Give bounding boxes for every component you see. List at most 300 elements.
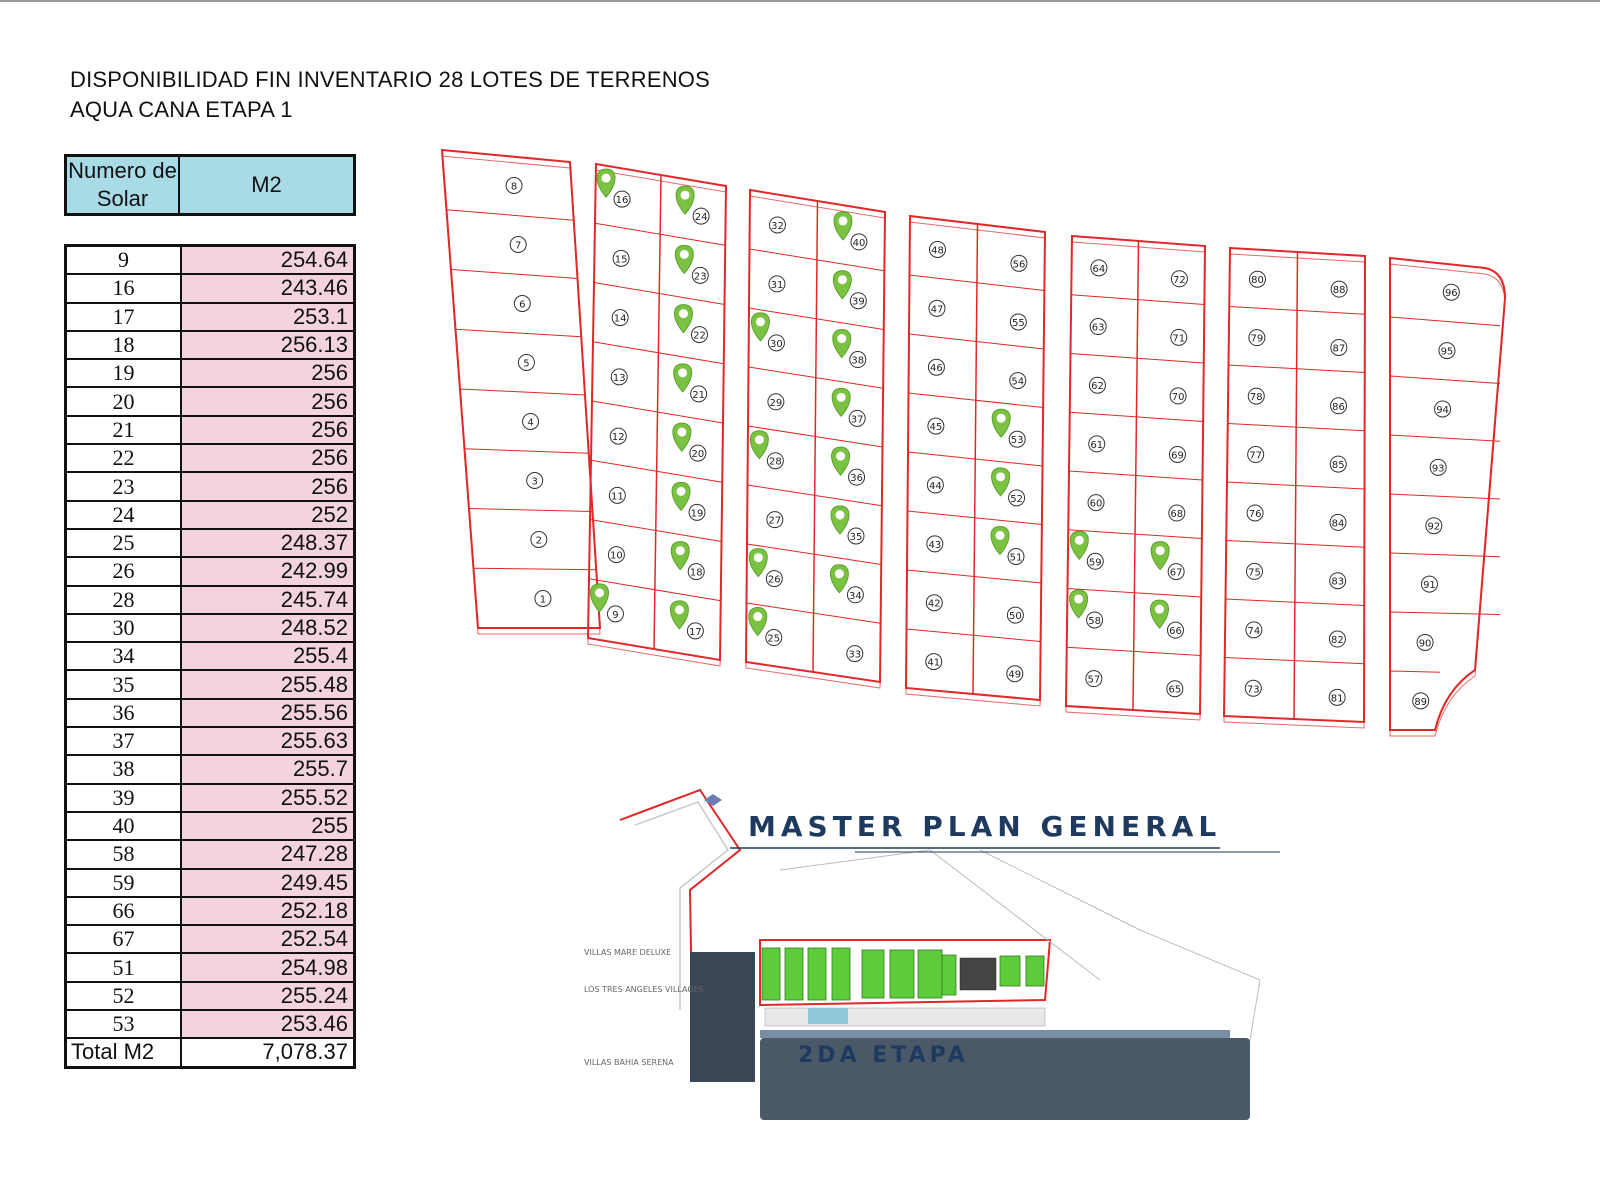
lot-number: 12: [611, 432, 625, 444]
lot-m2-cell: 256: [181, 472, 355, 500]
lot-label: [1010, 314, 1026, 330]
lot-block: [906, 216, 1045, 706]
lot-label: [674, 364, 707, 402]
total-label: Total M2: [66, 1038, 182, 1067]
pin-dot: [837, 393, 846, 402]
lot-label: [510, 237, 526, 253]
lot-label: [1331, 281, 1347, 297]
lot-number: 24: [694, 212, 708, 224]
lot-label: [1070, 531, 1103, 569]
lot-number: 56: [1012, 259, 1026, 271]
pin-shape: [831, 506, 849, 534]
lot-label: [833, 271, 866, 309]
lot-label: [769, 276, 785, 292]
lot-number-cell: 9: [66, 246, 182, 275]
lot-label: [992, 468, 1025, 506]
lot-label: [1330, 514, 1346, 530]
lot-number: 86: [1332, 401, 1345, 413]
total-row: [66, 1038, 355, 1067]
lot-number: 91: [1423, 580, 1436, 592]
lot-number: 34: [849, 590, 862, 602]
lot-divider: [456, 329, 582, 337]
lot-label: [831, 506, 864, 544]
pin-shape: [750, 431, 768, 459]
pin-shape: [674, 305, 692, 333]
lot-number: 17: [689, 626, 702, 638]
lot-label: [1430, 459, 1446, 475]
available-lot-area: [1000, 956, 1020, 986]
lot-m2-cell: 256.13: [181, 331, 355, 359]
lot-number-cell: 19: [66, 359, 182, 387]
lot-label: [1246, 622, 1262, 638]
lot-block: [442, 150, 600, 634]
lot-number: 32: [771, 220, 784, 232]
pin-shape: [597, 169, 615, 197]
pin-dot: [676, 546, 685, 555]
pin-dot: [679, 309, 688, 318]
lot-number: 11: [610, 491, 624, 503]
location-pin-icon: [676, 186, 694, 214]
table-row: [66, 444, 355, 472]
lot-label: [1089, 436, 1105, 452]
etapa-edge: [760, 1030, 1230, 1038]
lot-label: [1171, 329, 1187, 345]
location-pin-icon: [834, 212, 852, 240]
location-pin-icon: [833, 271, 851, 299]
lot-label: [928, 359, 944, 375]
lot-number-cell: 38: [66, 755, 182, 783]
lot-label: [749, 608, 782, 646]
pin-shape: [1070, 590, 1088, 618]
lot-block: [588, 164, 726, 666]
lot-label: [611, 369, 627, 385]
lot-number: 36: [850, 473, 863, 485]
lot-number: 58: [1088, 615, 1101, 627]
lot-label: [670, 601, 703, 639]
lot-number: 85: [1331, 460, 1345, 472]
lots-table: [64, 244, 356, 1069]
location-pin-icon: [749, 608, 767, 636]
pin-shape: [670, 601, 688, 629]
lot-label: [929, 300, 945, 316]
lot-label: [612, 310, 628, 326]
lot-label: [768, 394, 784, 410]
table-row: [66, 387, 355, 415]
lot-number: 40: [852, 237, 866, 249]
available-lot-area: [890, 950, 914, 998]
lot-label: [1439, 343, 1455, 359]
pin-dot: [602, 174, 611, 183]
lot-block: [746, 190, 885, 688]
pin-dot: [678, 368, 687, 377]
available-lot-area: [808, 948, 826, 1000]
lot-label: [1170, 388, 1186, 404]
table-row: [66, 557, 355, 585]
lot-divider: [1390, 612, 1500, 615]
lot-m2-cell: 242.99: [181, 557, 355, 585]
lot-number: 3: [531, 476, 538, 488]
lot-number: 92: [1427, 521, 1441, 533]
lot-m2-cell: 253.1: [181, 303, 355, 331]
lot-number: 52: [1010, 493, 1023, 505]
lot-label: [1011, 255, 1027, 271]
lot-number-cell: 17: [66, 303, 182, 331]
lot-label: [1090, 319, 1106, 335]
pin-shape: [1150, 600, 1168, 628]
lot-number: 62: [1091, 381, 1104, 393]
pin-shape: [590, 584, 608, 612]
pin-dot: [595, 588, 604, 597]
lot-divider: [474, 568, 597, 570]
lot-m2-cell: 247.28: [181, 840, 355, 868]
lot-divider: [1390, 376, 1500, 384]
lot-label: [927, 536, 943, 552]
pin-dot: [1075, 536, 1084, 545]
lot-label: [518, 355, 534, 371]
lot-number: 31: [770, 279, 784, 291]
pin-shape: [991, 526, 1009, 554]
pin-dot: [753, 612, 762, 621]
lot-label: [751, 313, 784, 351]
location-pin-icon: [1070, 590, 1088, 618]
available-lot-area: [942, 955, 956, 995]
stage-label: 2DA ETAPA: [798, 1043, 969, 1068]
lot-number: 54: [1011, 376, 1025, 388]
lot-number: 37: [850, 414, 864, 426]
lot-m2-cell: 245.74: [181, 586, 355, 614]
lot-number: 80: [1251, 275, 1264, 287]
pin-shape: [1070, 531, 1088, 559]
lot-number: 51: [1009, 552, 1023, 564]
lot-label: [676, 186, 709, 224]
lot-m2-cell: 254.64: [181, 246, 355, 275]
lot-label: [833, 330, 866, 368]
pin-shape: [673, 423, 691, 451]
lot-number: 29: [769, 397, 783, 409]
lot-number-cell: 37: [66, 727, 182, 755]
lot-m2-cell: 255.56: [181, 699, 355, 727]
lot-divider: [469, 509, 593, 512]
lot-number: 33: [848, 649, 862, 661]
lot-number: 4: [527, 417, 534, 429]
lot-label: [1091, 260, 1107, 276]
lot-number: 70: [1171, 391, 1185, 403]
table-row: [66, 246, 355, 275]
lot-number-cell: 25: [66, 529, 182, 557]
lot-label: [610, 428, 626, 444]
lot-number: 66: [1169, 626, 1182, 638]
lot-number: 47: [930, 304, 944, 316]
master-plan-map: [580, 780, 1280, 1140]
lot-m2-cell: 253.46: [181, 1010, 355, 1038]
lot-m2-cell: 255.7: [181, 755, 355, 783]
pin-dot: [1074, 594, 1083, 603]
pin-dot: [838, 275, 847, 284]
master-plan-group: [584, 790, 1280, 1120]
lot-label: [671, 542, 704, 580]
lot-label: [1329, 689, 1345, 705]
lot-number: 96: [1444, 288, 1458, 300]
pin-dot: [837, 334, 846, 343]
lot-number: 73: [1246, 684, 1260, 696]
lot-label: [672, 482, 705, 520]
lot-number-cell: 34: [66, 642, 182, 670]
location-pin-icon: [991, 526, 1009, 554]
lot-number: 65: [1168, 684, 1182, 696]
lot-number: 63: [1091, 322, 1105, 334]
lot-number: 38: [851, 355, 865, 367]
lot-m2-cell: 255.24: [181, 982, 355, 1010]
pin-dot: [995, 531, 1004, 540]
lot-number-cell: 23: [66, 472, 182, 500]
location-pin-icon: [1150, 600, 1168, 628]
lot-label: [674, 305, 707, 343]
lot-number: 19: [690, 508, 704, 520]
lot-m2-cell: 243.46: [181, 274, 355, 302]
location-pin-icon: [674, 364, 692, 392]
lot-label: [1246, 563, 1262, 579]
lot-label: [535, 591, 551, 607]
lot-label: [675, 245, 708, 283]
table-row: [66, 529, 355, 557]
pin-dot: [1156, 546, 1165, 555]
table-row: [66, 925, 355, 953]
lot-number: 77: [1249, 450, 1263, 462]
pin-shape: [833, 271, 851, 299]
lot-label: [929, 241, 945, 257]
lot-label: [830, 565, 863, 603]
pin-dot: [675, 605, 684, 614]
lot-number: 41: [927, 657, 941, 669]
lot-divider: [1390, 494, 1500, 499]
lot-number-cell: 18: [66, 331, 182, 359]
lot-label: [1171, 271, 1187, 287]
lot-divider: [460, 389, 585, 395]
lot-m2-cell: 252: [181, 501, 355, 529]
lot-number: 83: [1331, 576, 1345, 588]
area-label: VILLAS BAHIA SERENA: [584, 1058, 674, 1067]
lot-label: [750, 431, 783, 469]
top-border-line: [0, 0, 1600, 2]
lot-number-cell: 40: [66, 812, 182, 840]
pin-dot: [997, 414, 1006, 423]
pin-shape: [992, 468, 1010, 496]
lot-label: [531, 532, 547, 548]
lot-number: 20: [691, 449, 705, 461]
lot-label: [1443, 284, 1459, 300]
table-row: [66, 953, 355, 981]
location-pin-icon: [675, 245, 693, 273]
location-pin-icon: [830, 565, 848, 593]
location-pin-icon: [992, 409, 1010, 437]
lot-number: 88: [1332, 285, 1346, 297]
location-pin-icon: [750, 431, 768, 459]
table-row: [66, 416, 355, 444]
lot-divider: [451, 270, 578, 279]
lot-number-cell: 36: [66, 699, 182, 727]
lot-number: 72: [1173, 274, 1186, 286]
lot-number: 25: [767, 633, 781, 645]
lot-label: [523, 414, 539, 430]
pin-shape: [751, 313, 769, 341]
pin-dot: [836, 452, 845, 461]
lot-number: 21: [692, 389, 706, 401]
pin-dot: [838, 216, 847, 225]
pin-dot: [681, 191, 690, 200]
table-row: [66, 784, 355, 812]
lot-number: 95: [1440, 346, 1454, 358]
lot-number: 53: [1010, 435, 1024, 447]
lot-label: [1435, 401, 1451, 417]
lot-row-strip: [765, 1008, 1045, 1026]
table-row: [66, 840, 355, 868]
available-lot-area: [832, 948, 850, 1000]
lot-divider: [465, 449, 589, 454]
lot-number-cell: 20: [66, 387, 182, 415]
pin-dot: [755, 435, 764, 444]
lot-label: [1070, 590, 1103, 628]
lot-number: 16: [615, 195, 629, 207]
lot-label: [613, 250, 629, 266]
lot-number: 28: [768, 456, 782, 468]
lot-label: [609, 487, 625, 503]
table-row: [66, 303, 355, 331]
lot-m2-cell: 256: [181, 387, 355, 415]
table-row: [66, 812, 355, 840]
area-label: VILLAS MARE DELUXE: [584, 948, 672, 957]
lot-label: [1413, 693, 1429, 709]
lot-label: [527, 473, 543, 489]
lot-label: [1421, 576, 1437, 592]
location-pin-icon: [831, 506, 849, 534]
lot-label: [673, 423, 706, 461]
pin-dot: [756, 317, 765, 326]
lot-number: 23: [693, 271, 707, 283]
lot-number: 59: [1088, 557, 1102, 569]
pin-dot: [996, 472, 1005, 481]
table-row: [66, 727, 355, 755]
lot-number: 71: [1172, 333, 1186, 345]
lot-number-cell: 53: [66, 1010, 182, 1038]
pool-area: [808, 1008, 848, 1024]
table-row: [66, 501, 355, 529]
lot-number: 55: [1011, 317, 1025, 329]
lot-label: [506, 178, 522, 194]
lot-label: [992, 409, 1025, 447]
lot-m2-cell: 255.52: [181, 784, 355, 812]
lot-label: [1245, 680, 1261, 696]
lot-number-cell: 22: [66, 444, 182, 472]
location-pin-icon: [833, 330, 851, 358]
lot-number: 9: [612, 609, 619, 621]
lot-label: [1088, 495, 1104, 511]
location-pin-icon: [590, 584, 608, 612]
lot-number: 35: [849, 531, 863, 543]
lot-label: [1086, 671, 1102, 687]
table-row: [66, 699, 355, 727]
built-lot-area: [960, 958, 996, 990]
lot-number: 26: [767, 574, 781, 586]
lot-number: 39: [851, 296, 865, 308]
lot-divider: [1390, 435, 1500, 441]
table-row: [66, 274, 355, 302]
pin-dot: [677, 487, 686, 496]
lot-number: 44: [928, 480, 942, 492]
lot-m2-cell: 255.48: [181, 670, 355, 698]
lot-plan: [430, 140, 1520, 740]
lot-number: 22: [693, 330, 706, 342]
lot-number-cell: 26: [66, 557, 182, 585]
lot-number: 84: [1331, 518, 1345, 530]
lot-label: [1151, 542, 1184, 580]
lot-m2-cell: 248.37: [181, 529, 355, 557]
lot-number: 79: [1250, 333, 1264, 345]
lot-m2-cell: 255: [181, 812, 355, 840]
lot-label: [1089, 377, 1105, 393]
lot-number: 10: [610, 550, 623, 562]
lots-table-header: [64, 154, 356, 216]
pin-dot: [835, 510, 844, 519]
location-pin-icon: [832, 388, 850, 416]
location-pin-icon: [674, 305, 692, 333]
lot-number: 82: [1331, 635, 1344, 647]
lot-number: 27: [768, 515, 782, 527]
location-pin-icon: [749, 549, 767, 577]
lot-number-cell: 35: [66, 670, 182, 698]
table-row: [66, 614, 355, 642]
pin-shape: [1151, 542, 1169, 570]
pin-shape: [992, 409, 1010, 437]
lot-number: 42: [927, 598, 941, 610]
lot-label: [1426, 518, 1442, 534]
pin-shape: [749, 549, 767, 577]
lot-number: 48: [931, 245, 944, 257]
pin-shape: [675, 245, 693, 273]
table-row: [66, 331, 355, 359]
lot-number: 90: [1418, 638, 1432, 650]
lot-number-cell: 39: [66, 784, 182, 812]
location-pin-icon: [1070, 531, 1088, 559]
lot-label: [832, 447, 865, 485]
lot-m2-cell: 255.4: [181, 642, 355, 670]
lot-number: 76: [1248, 508, 1262, 520]
lot-number: 81: [1330, 693, 1344, 705]
lot-number: 93: [1431, 463, 1445, 475]
total-value: 7,078.37: [181, 1038, 355, 1067]
lot-label: [1417, 634, 1433, 650]
available-lot-area: [1026, 956, 1044, 986]
pin-dot: [677, 428, 686, 437]
lot-label: [1248, 388, 1264, 404]
lot-number: 5: [523, 358, 530, 370]
lot-number: 18: [689, 567, 703, 579]
lot-label: [1167, 681, 1183, 697]
lot-label: [834, 212, 867, 250]
lot-number: 87: [1332, 343, 1346, 355]
lot-label: [928, 418, 944, 434]
lot-m2-cell: 254.98: [181, 953, 355, 981]
lot-number-cell: 67: [66, 925, 182, 953]
table-row: [66, 472, 355, 500]
lot-label: [767, 512, 783, 528]
location-pin-icon: [992, 468, 1010, 496]
lot-label: [1331, 339, 1347, 355]
lot-number: 74: [1247, 625, 1261, 637]
lot-number: 60: [1089, 498, 1103, 510]
lot-number: 8: [510, 181, 518, 193]
header-lot-number: Numero de Solar: [67, 157, 180, 213]
pin-shape: [833, 330, 851, 358]
